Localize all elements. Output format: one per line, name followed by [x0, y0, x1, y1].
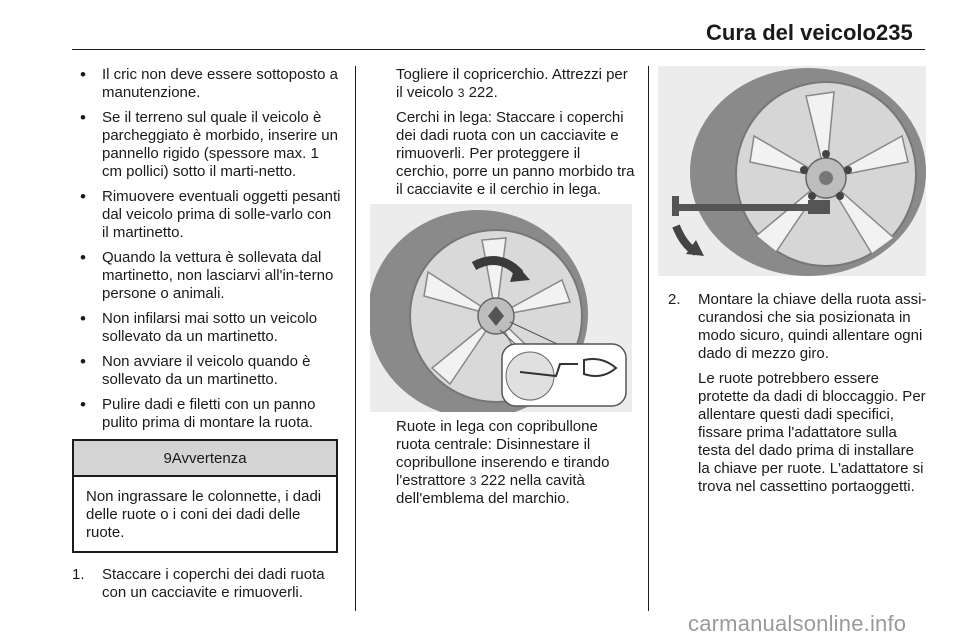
alloy-wheel-cap-removal-figure — [370, 204, 632, 412]
figure-caption — [396, 418, 636, 508]
paragraph: Cerchi in lega: Staccare i coperchi dei dadi ruota con un cacciavite e rimuoverli. Per proteggere il cerchio, porre un panno morbido tra il cacciavite e il cerchio in lega. — [396, 109, 635, 198]
step-note: Le ruote potrebbero essere protette da dadi di bloccaggio. Per allentare questi dadi specifici, fissare prima l'adattatore sulla testa del dado prima di installare la chiave per ruote. L'adattatore si trova nel cassettino portaoggetti. — [698, 370, 926, 495]
step-list — [72, 566, 342, 602]
paragraph — [396, 66, 636, 102]
step-text: Montare la chiave della ruota assi-curandosi che sia posizionata in modo sicuro, quindi allentare ogni dado di mezzo giro. — [698, 291, 927, 362]
caption-reference: 222 nella cavità dell'emblema del marchio. — [396, 472, 585, 507]
column-divider-1 — [355, 66, 356, 611]
step-text: Staccare i coperchi dei dadi ruota con un cacciavite e rimuoverli. — [102, 566, 325, 601]
paragraph-text: Togliere il copricerchio. Attrezzi per il veicolo — [396, 66, 628, 101]
step-number: 1. — [72, 566, 85, 583]
step-item — [72, 566, 342, 602]
page-title: Cura del veicolo — [706, 20, 876, 45]
bullet-item: • Rimuovere eventuali oggetti pesanti dal veicolo prima di solle-varlo con il martinetto. — [72, 188, 342, 242]
page-number: 235 — [876, 20, 913, 45]
bullet-item: • Quando la vettura è sollevata dal martinetto, non lasciarvi all'in-terno persone o animali. — [72, 249, 342, 303]
warning-header — [74, 441, 336, 477]
page-reference: 222. — [468, 84, 498, 101]
bullet-item: • Il cric non deve essere sottoposto a manutenzione. — [72, 66, 342, 102]
watermark: carmanualsonline.info — [688, 611, 907, 636]
step-item — [668, 291, 928, 496]
bullet-item: • Pulire dadi e filetti con un panno pulito prima di montare la ruota. — [72, 396, 342, 432]
bullet-item: • Se il terreno sul quale il veicolo è parcheggiato è morbido, inserire un pannello rigido (spessore max. 1 cm pollici) sotto il marti-netto. — [72, 109, 342, 181]
bullet-item: • Non avviare il veicolo quando è sollevato da un martinetto. — [72, 353, 342, 389]
warning-box — [72, 439, 338, 553]
page-reference-icon: 3 — [457, 86, 465, 100]
page-reference-icon: 3 — [469, 474, 477, 488]
warning-title: Avvertenza — [171, 450, 247, 467]
warning-text: Non ingrassare le colonnette, i dadi delle ruote o i coni dei dadi delle ruote. — [86, 488, 322, 541]
header-divider — [72, 49, 925, 50]
column-2 — [396, 66, 636, 206]
warning-triangle-icon: 9 — [163, 450, 172, 467]
alloy-wheel-illustration — [370, 204, 632, 412]
wheel-wrench-figure — [658, 66, 926, 276]
bullet-item: • Non infilarsi mai sotto un veicolo sollevato da un martinetto. — [72, 310, 342, 346]
caption-text: Ruote in lega con copribullone ruota centrale: Disinnestare il copribullone inserendo e tirando l'estrattore — [396, 418, 610, 489]
safety-bullet-list — [72, 66, 342, 432]
wheel-wrench-illustration — [658, 66, 926, 276]
step-list — [668, 291, 928, 496]
step-number: 2. — [668, 291, 681, 308]
column-3 — [668, 291, 928, 503]
column-1 — [72, 66, 342, 602]
column-divider-2 — [648, 66, 649, 611]
